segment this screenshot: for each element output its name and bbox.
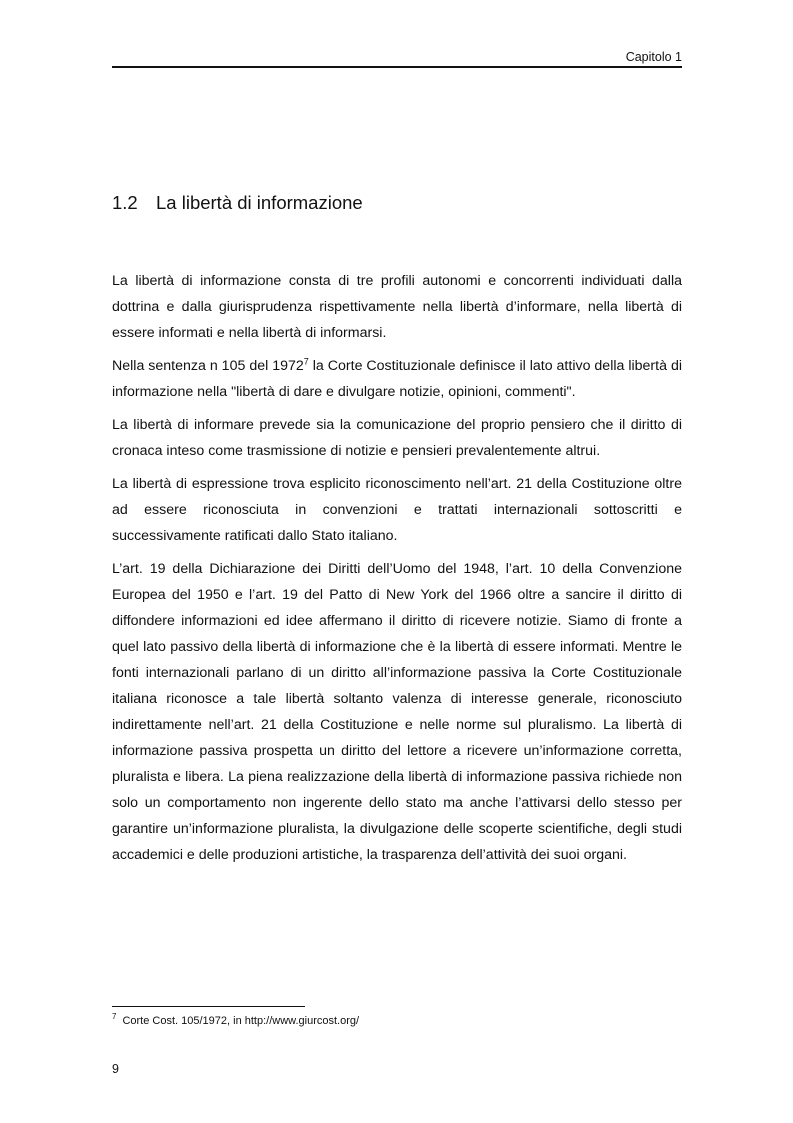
- footnote-reference[interactable]: 7: [303, 356, 309, 367]
- footnote-text: Corte Cost. 105/1972, in http://www.giurcost.org/: [122, 1015, 360, 1027]
- section-number: 1.2: [112, 192, 138, 213]
- header-rule: [112, 66, 682, 68]
- footnote: [112, 1013, 359, 1029]
- paragraph-2-start: Nella sentenza n 105 del 1972: [112, 358, 304, 374]
- footnote-mark: 7: [112, 1012, 117, 1022]
- paragraph-1: La libertà di informazione consta di tre profili autonomi e concorrenti individuati dalla dottrina e dalla giurisprudenza rispettivamente nella libertà d’informare, nella libertà di essere informati e nella libertà di informarsi.: [112, 273, 682, 341]
- section-title: La libertà di informazione: [156, 192, 363, 213]
- paragraph-2: [112, 353, 682, 405]
- paragraph-3: La libertà di informare prevede sia la comunicazione del proprio pensiero che il diritto di cronaca inteso come trasmissione di notizie e pensieri prevalentemente altrui.: [112, 417, 682, 459]
- page-number: 9: [112, 1062, 119, 1076]
- body-text: [112, 268, 682, 875]
- footnote-rule: [112, 1006, 305, 1007]
- paragraph-2-end: la Corte Costituzionale definisce il lato attivo della libertà di informazione nella "libertà di dare e divulgare notizie, opinioni, commenti".: [112, 358, 682, 400]
- chapter-label: Capitolo 1: [625, 50, 682, 64]
- running-header: [112, 49, 682, 65]
- paragraph-4: La libertà di espressione trova esplicito riconoscimento nell’art. 21 della Costituzione oltre ad essere riconosciuta in convenzioni e trattati internazionali sottoscritti e successivamente ratificati dallo Stato italiano.: [112, 476, 682, 544]
- paragraph-5: L’art. 19 della Dichiarazione dei Diritti dell’Uomo del 1948, l’art. 10 della Convenzione Europea del 1950 e l’art. 19 del Patto di New York del 1966 oltre a sancire il diritto di diffondere informazioni ed idee affermano il diritto di ricevere notizie. Siamo di fronte a quel lato passivo della libertà di informazione che è la libertà di essere informati. Mentre le fonti internazionali parlano di un diritto all’informazione passiva la Corte Costituzionale italiana riconosce a tale libertà soltanto valenza di interesse generale, riconosciuto indirettamente nell’art. 21 della Costituzione e nelle norme sul pluralismo. La libertà di informazione passiva prospetta un diritto del lettore a ricevere un’informazione corretta, pluralista e libera. La piena realizzazione della libertà di informazione passiva richiede non solo un comportamento non ingerente dello stato ma anche l’attivarsi dello stesso per garantire un’informazione pluralista, la divulgazione delle scoperte scientifiche, degli studi accademici e delle produzioni artistiche, la trasparenza dell’attività dei suoi organi.: [112, 561, 682, 863]
- section-heading: [112, 191, 363, 215]
